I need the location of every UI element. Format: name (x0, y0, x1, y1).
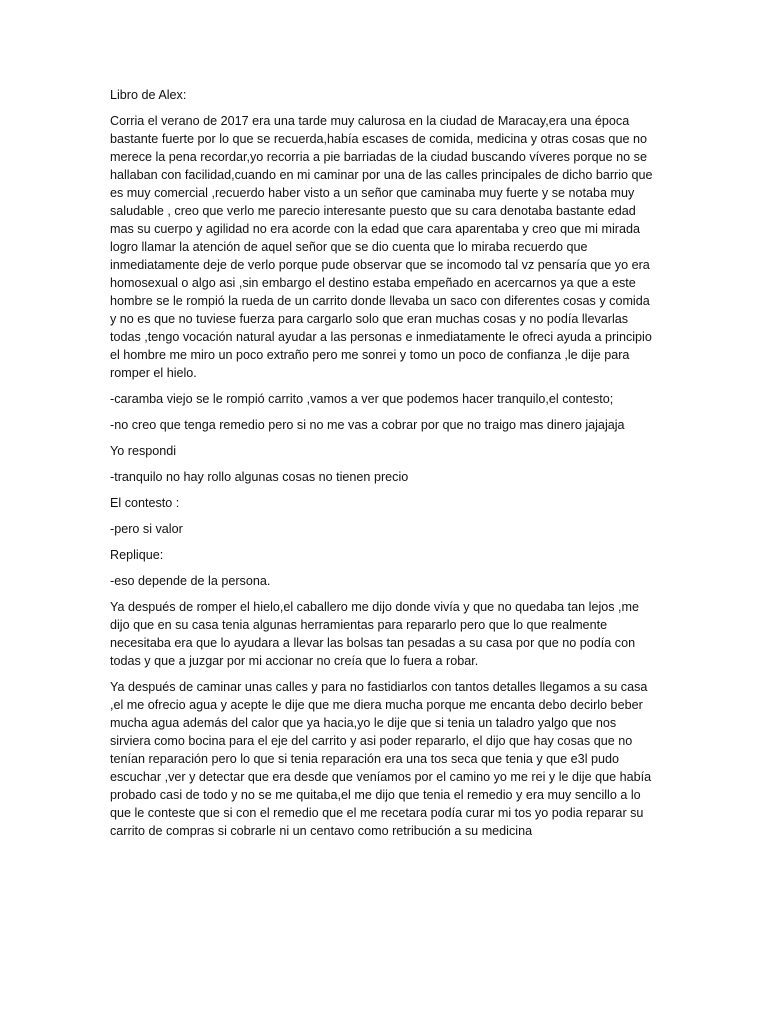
paragraph-intro: Corria el verano de 2017 era una tarde muy calurosa en la ciudad de Maracay,era una época bastante fuerte por lo que se recuerda,había escases de comida, medicina y otras cosas que no merece la pena recordar,yo recorria a pie barriadas de la ciudad buscando víveres porque no se hallaban con facilidad,cuando en mi caminar por una de las calles principales de dicho barrio que es muy comercial ,recuerdo haber visto a un señor que caminaba muy fuerte y se notaba muy saludable , creo que verlo me parecio interesante puesto que su cara denotaba bastante edad mas su cuerpo y agilidad no era acorde con la edad que cara aparentaba y creo que mi mirada logro llamar la atención de aquel señor que se dio cuenta que lo miraba recuerdo que inmediatamente deje de verlo porque pude observar que se incomodo tal vz pensaría que yo era homosexual o algo asi ,sin embargo el destino estaba empeñado en acercarnos ya que a este hombre se le rompió la rueda de un carrito donde llevaba un saco con diferentes cosas y comida y no es que no tuviese fuerza para cargarlo solo que eran muchas cosas y no podía llevarlas todas ,tengo vocación natural ayudar a las personas e inmediatamente le ofreci ayuda a principio el hombre me miro un poco extraño pero me sonrei y tomo un poco de confianza ,le dije para romper el hielo. (110, 114, 653, 380)
paragraph-dialogue: -no creo que tenga remedio pero si no me vas a cobrar por que no traigo mas dinero jajajaja (110, 418, 625, 432)
paragraph-narrative: Ya después de caminar unas calles y para no fastidiarlos con tantos detalles llegamos a su casa ,el me ofrecio agua y acepte le dije que me diera mucha porque me encanta debo decirlo beber mucha agua además del calor que ya hacia,yo le dije que si tenia un taladro yalgo que nos sirviera como bocina para el eje del carrito y asi poder repararlo, el dijo que hay cosas que no tenían reparación pero lo que si tenia reparación era una tos seca que tenia y que e3l pudo escuchar ,ver y detectar que era desde que veníamos por el camino yo me rei y le dije que había probado casi de todo y no se me quitaba,el me dijo que tenia el remedio y era muy sencillo a lo que le conteste que si con el remedio que el me recetara podía curar mi tos yo podia reparar su carrito de compras si cobrarle ni un centavo como retribución a su medicina (110, 680, 652, 838)
paragraph-dialogue: -eso depende de la persona. (110, 574, 271, 588)
document-page (110, 86, 658, 848)
paragraph-dialogue: -caramba viejo se le rompió carrito ,vamos a ver que podemos hacer tranquilo,el contesto; (110, 392, 614, 406)
paragraph-dialogue: -pero si valor (110, 522, 183, 536)
paragraph-dialogue: -tranquilo no hay rollo algunas cosas no tienen precio (110, 470, 409, 484)
paragraph-dialogue: El contesto : (110, 496, 180, 510)
paragraph-dialogue: Yo respondi (110, 444, 177, 458)
document-title: Libro de Alex: (110, 88, 187, 102)
paragraph-dialogue: Replique: (110, 548, 164, 562)
paragraph-narrative: Ya después de romper el hielo,el caballero me dijo donde vivía y que no quedaba tan lejos ,me dijo que en su casa tenia algunas herramientas para repararlo pero que lo que realmente necesitaba era que lo ayudara a llevar las bolsas tan pesadas a su casa por que no podía con todas y que a juzgar por mi accionar no creía que lo fuera a robar. (110, 600, 640, 668)
